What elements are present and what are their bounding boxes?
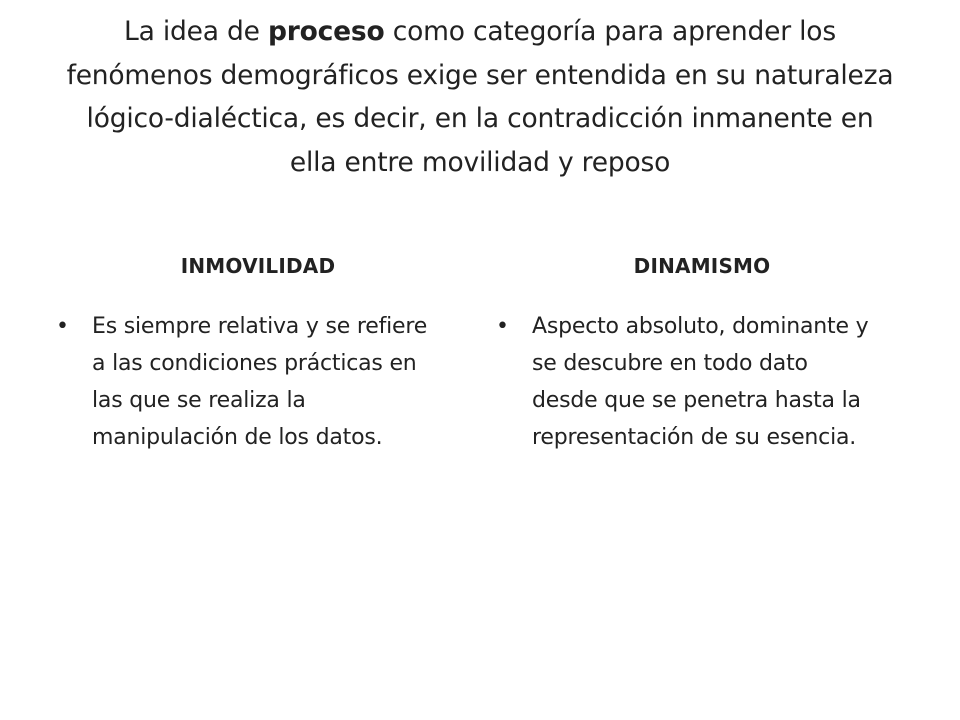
bullet-icon: • — [56, 314, 69, 339]
left-bullet-list — [56, 308, 436, 456]
left-bullet-text: Es siempre relativa y se refiere a las condiciones prácticas en las que se realiza la manipulación de los datos. — [92, 314, 428, 450]
title-text-before: La idea de — [124, 16, 268, 47]
bullet-icon: • — [496, 314, 509, 339]
left-bullet-item — [56, 308, 436, 456]
left-column-heading: INMOVILIDAD — [180, 254, 336, 278]
slide-title — [60, 10, 900, 184]
title-bold-word: proceso — [267, 16, 385, 47]
right-column-heading: DINAMISMO — [633, 254, 771, 278]
right-bullet-text: Aspecto absoluto, dominante y se descubre en todo dato desde que se penetra hasta la representación de su esencia. — [532, 314, 869, 450]
title-text-after: como categoría para aprender los fenómenos demográficos exige ser entendida en su naturaleza lógico-dialéctica, es decir, en la contradicción inmanente en ella entre movilidad y reposo — [66, 16, 894, 178]
right-bullet-list — [496, 308, 876, 456]
right-bullet-item — [496, 308, 876, 456]
